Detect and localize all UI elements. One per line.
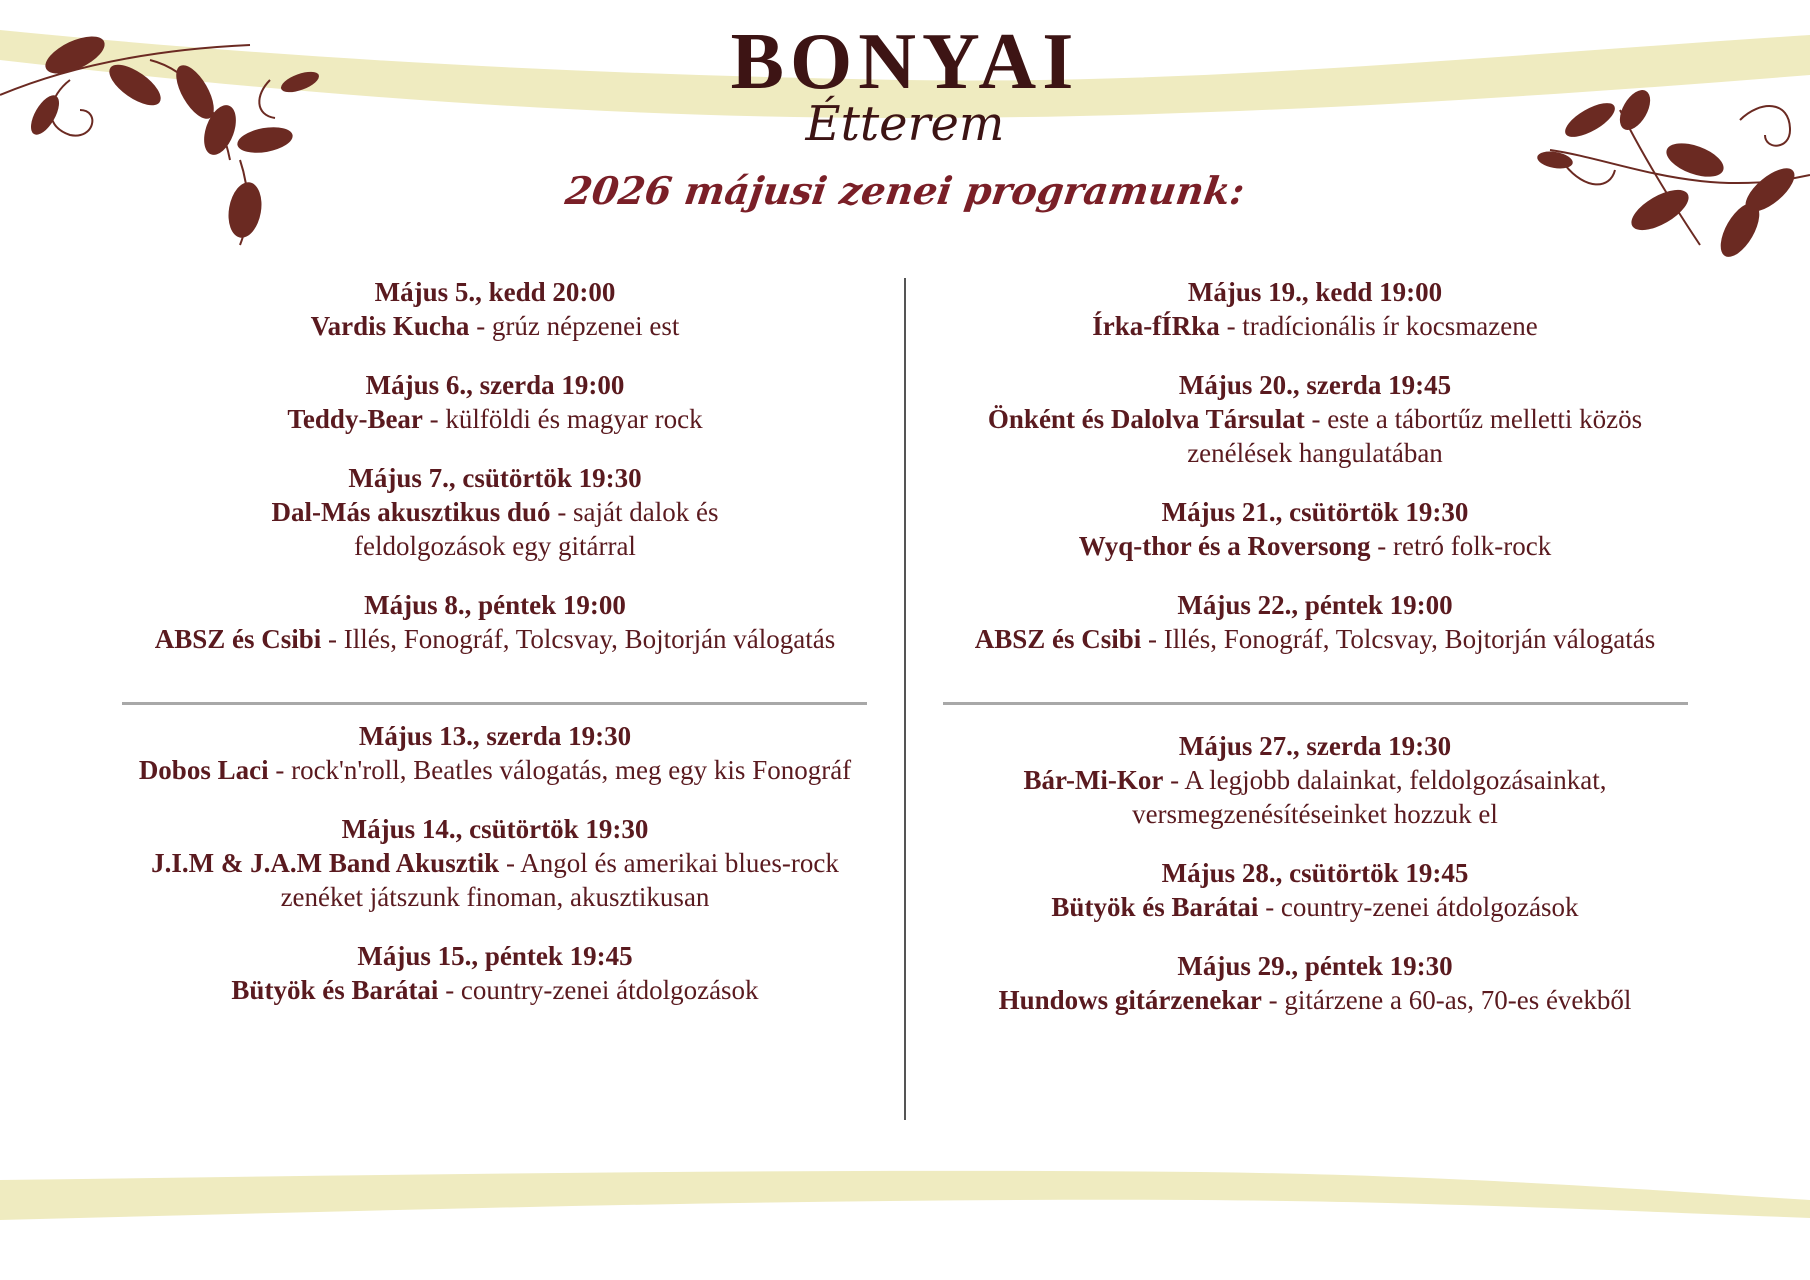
right-column xyxy=(935,275,1695,1042)
event-desc: - gitárzene a 60-as, 70-es évekből xyxy=(1261,985,1632,1015)
event-desc: - country-zenei átdolgozások xyxy=(438,975,759,1005)
event-date: Május 29., péntek 19:30 xyxy=(1177,951,1453,981)
right-group-1 xyxy=(935,275,1695,656)
event-band: ABSZ és Csibi xyxy=(974,624,1142,654)
event-date: Május 19., kedd 19:00 xyxy=(1187,277,1443,307)
event-item xyxy=(115,368,875,436)
event-item xyxy=(115,719,875,787)
left-column xyxy=(115,275,875,1032)
program-title: 2026 májusi zenei programunk: xyxy=(562,168,1248,213)
event-desc: - Angol és amerikai blues-rock zenéket játszunk finoman, akusztikusan xyxy=(280,848,839,912)
event-date: Május 27., szerda 19:30 xyxy=(1178,731,1452,761)
event-item xyxy=(115,275,875,343)
right-group-2 xyxy=(935,729,1695,1017)
event-band: Bár-Mi-Kor xyxy=(1023,765,1164,795)
event-date: Május 5., kedd 20:00 xyxy=(374,277,616,307)
bottom-ribbon xyxy=(0,1171,1810,1220)
brand-title: BONYAI xyxy=(730,18,1080,106)
event-band: Dal-Más akusztikus duó xyxy=(271,497,551,527)
left-group-2 xyxy=(115,719,875,1007)
event-item xyxy=(115,461,875,563)
event-date: Május 15., péntek 19:45 xyxy=(357,941,633,971)
event-item xyxy=(115,588,875,656)
event-date: Május 7., csütörtök 19:30 xyxy=(348,463,642,493)
event-band: Bütyök és Barátai xyxy=(231,975,439,1005)
event-band: Wyq-thor és a Roversong xyxy=(1078,531,1371,561)
event-band: Önként és Dalolva Társulat xyxy=(987,404,1305,434)
event-band: Vardis Kucha xyxy=(310,311,470,341)
event-date: Május 20., szerda 19:45 xyxy=(1178,370,1452,400)
event-item xyxy=(115,939,875,1007)
event-date: Május 8., péntek 19:00 xyxy=(364,590,626,620)
event-desc: - este a tábortűz melletti közös zenélések hangulatában xyxy=(1187,404,1643,468)
event-date: Május 13., szerda 19:30 xyxy=(358,721,632,751)
event-date: Május 21., csütörtök 19:30 xyxy=(1161,497,1469,527)
event-desc: - grúz népzenei est xyxy=(469,311,680,341)
event-band: ABSZ és Csibi xyxy=(154,624,322,654)
event-item xyxy=(935,275,1695,343)
event-item xyxy=(935,949,1695,1017)
event-desc: - saját dalok és feldolgozások egy gitárral xyxy=(354,497,719,561)
event-desc: - country-zenei átdolgozások xyxy=(1258,892,1579,922)
event-item xyxy=(935,588,1695,656)
event-band: Dobos Laci xyxy=(138,755,269,785)
event-item xyxy=(935,729,1695,831)
event-band: Hundows gitárzenekar xyxy=(998,985,1262,1015)
event-item xyxy=(935,368,1695,470)
brand-subtitle: Étterem xyxy=(805,96,1005,152)
vertical-divider xyxy=(904,278,906,1120)
event-item xyxy=(935,495,1695,563)
event-band: Bütyök és Barátai xyxy=(1051,892,1259,922)
event-date: Május 6., szerda 19:00 xyxy=(365,370,625,400)
event-date: Május 22., péntek 19:00 xyxy=(1177,590,1453,620)
event-band: J.I.M & J.A.M Band Akusztik xyxy=(151,848,500,878)
event-item xyxy=(115,812,875,914)
event-desc: - A legjobb dalainkat, feldolgozásainkat, versmegzenésítéseinket hozzuk el xyxy=(1132,765,1607,829)
event-item xyxy=(935,856,1695,924)
event-date: Május 28., csütörtök 19:45 xyxy=(1161,858,1469,888)
event-desc: - külföldi és magyar rock xyxy=(422,404,703,434)
left-group-1 xyxy=(115,275,875,656)
event-desc: - Illés, Fonográf, Tolcsvay, Bojtorján válogatás xyxy=(1141,624,1656,654)
event-band: Írka-fÍRka xyxy=(1092,311,1220,341)
event-desc: - rock'n'roll, Beatles válogatás, meg egy kis Fonográf xyxy=(268,755,852,785)
event-desc: - retró folk-rock xyxy=(1370,531,1552,561)
event-band: Teddy-Bear xyxy=(287,404,423,434)
event-desc: - tradícionális ír kocsmazene xyxy=(1219,311,1538,341)
event-date: Május 14., csütörtök 19:30 xyxy=(341,814,649,844)
event-desc: - Illés, Fonográf, Tolcsvay, Bojtorján válogatás xyxy=(321,624,836,654)
